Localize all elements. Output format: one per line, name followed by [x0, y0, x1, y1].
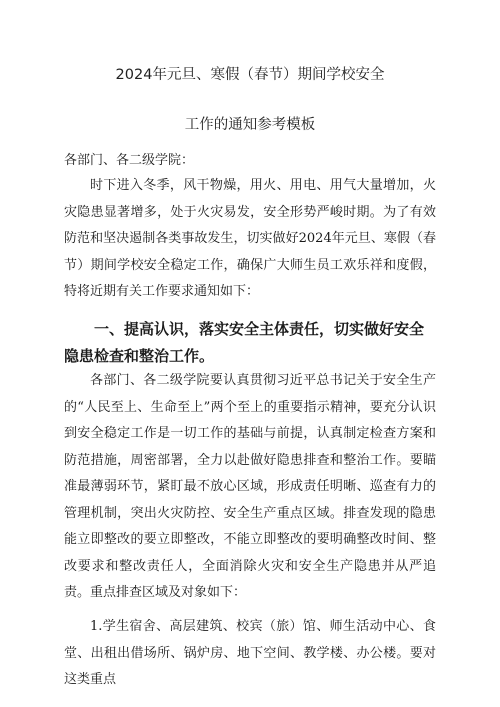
document-title-line2: 工作的通知参考模板: [184, 117, 316, 133]
document-title-line1: 2024年元旦、寒假（春节）期间学校安全: [115, 67, 385, 83]
paragraph-section1-body: 各部门、各二级学院要认真贯彻习近平总书记关于安全生产的“人民至上、生命至上”两个至上的重要指示精神，要充分认识到安全稳定工作是一切工作的基础与前提，认真制定检查方案和防范措施，周密部署，全力以赴做好隐患排查和整治工作。要瞄准最薄弱环节，紧盯最不放心区域，形成责任明晰、巡查有力的管理机制，突出火灾防控、安全生产重点区域。排查发现的隐患能立即整改的要立即整改，不能立即整改的要明确整改时间、整改要求和整改责任人，全面消除火灾和安全生产隐患并从严追责。重点排查区域及对象如下：: [64, 373, 436, 600]
paragraph-intro: 时下进入冬季，风干物燥，用火、用电、用气大量增加，火灾隐患显著增多，处于火灾易发，安全形势严峻时期。为了有效防范和坚决遏制各类事故发生，切实做好2024年元旦、寒假（春节）期间学校安全稳定工作，确保广大师生员工欢乐祥和度假，特将近期有关工作要求通知如下：: [64, 178, 436, 299]
paragraph-item-1: 1.学生宿舍、高层建筑、校宾（旅）馆、师生活动中心、食堂、出租出借场所、锅炉房、地下空间、教学楼、办公楼。要对这类重点: [64, 619, 436, 687]
salutation: 各部门、各二级学院：: [64, 153, 195, 168]
section-heading-1: 一、提高认识，落实安全主体责任，切实做好安全隐患检查和整治工作。: [64, 320, 425, 365]
